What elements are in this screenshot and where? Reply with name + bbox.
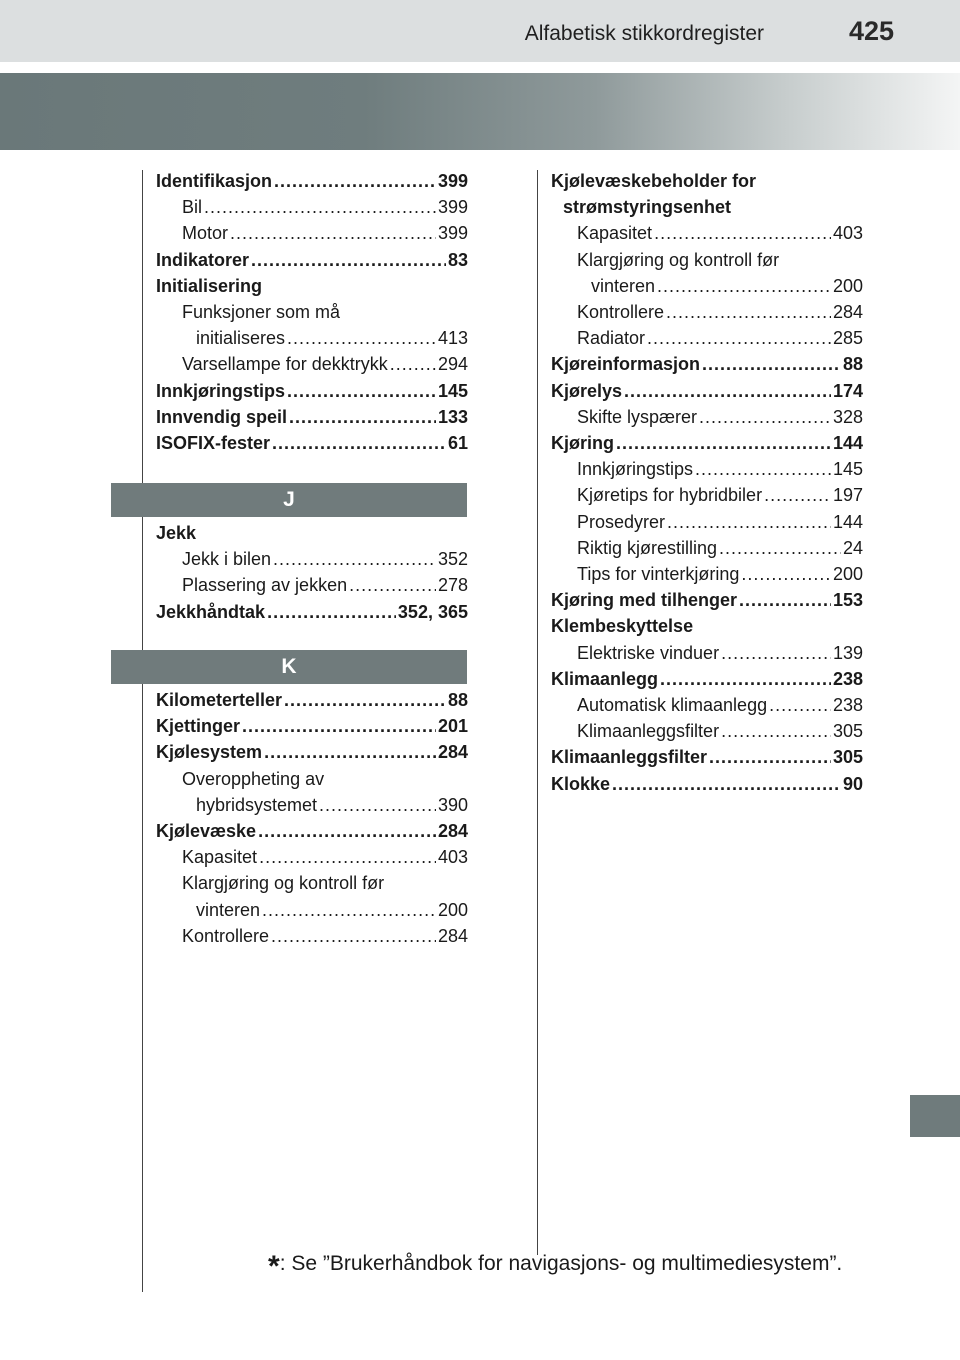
index-column-left-j [156, 520, 468, 625]
entry-page: 294 [437, 354, 468, 375]
dot-leader [699, 404, 831, 430]
dot-leader [267, 599, 396, 625]
index-entry [551, 378, 863, 404]
index-entry [551, 640, 863, 666]
dot-leader [204, 194, 436, 220]
dot-leader [654, 220, 831, 246]
dot-leader [612, 771, 841, 797]
entry-page: 145 [437, 380, 468, 401]
dot-leader [258, 818, 436, 844]
index-entry [156, 739, 468, 765]
entry-term: Kapasitet [182, 847, 258, 868]
index-entry [156, 247, 468, 273]
entry-page: 83 [447, 249, 468, 270]
dot-leader [624, 378, 831, 404]
index-entry [551, 273, 863, 299]
entry-page: 174 [832, 380, 863, 401]
entry-page: 200 [437, 899, 468, 920]
entry-page: 285 [832, 328, 863, 349]
header-bar [0, 0, 960, 62]
index-heading: Initialisering [156, 275, 263, 296]
dot-leader [242, 713, 436, 739]
index-column-left-k [156, 687, 468, 949]
index-entry [156, 220, 468, 246]
entry-term: Riktig kjørestilling [577, 537, 718, 558]
entry-page: 403 [832, 223, 863, 244]
entry-page: 403 [437, 847, 468, 868]
entry-page: 284 [437, 821, 468, 842]
column-divider [537, 170, 538, 1255]
index-heading: Jekk [156, 523, 197, 543]
entry-page: 197 [832, 485, 863, 506]
entry-page: 238 [832, 695, 863, 716]
entry-page: 200 [832, 275, 863, 296]
entry-page: 305 [832, 721, 863, 742]
dot-leader [764, 482, 831, 508]
index-entry [551, 666, 863, 692]
index-entry [551, 404, 863, 430]
index-entry [551, 430, 863, 456]
entry-term: Kjøring med tilhenger [551, 590, 738, 611]
entry-term: initialiseres [196, 328, 286, 349]
dot-leader [271, 923, 436, 949]
entry-term: Kjøreinformasjon [551, 354, 701, 375]
letter-heading-j: J [111, 483, 467, 517]
entry-page: 201 [437, 716, 468, 737]
dot-leader [262, 897, 436, 923]
entry-page: 88 [447, 690, 468, 710]
index-entry [551, 692, 863, 718]
index-column-right [551, 168, 863, 797]
letter-heading-k: K [111, 650, 467, 684]
index-heading: Overoppheting av [182, 768, 325, 789]
page-number: 425 [848, 16, 894, 46]
index-entry [156, 844, 468, 870]
entry-term: Innkjøringstips [156, 380, 286, 401]
dot-leader [741, 561, 831, 587]
entry-term: Automatisk klimaanlegg [577, 695, 768, 716]
entry-term: Bil [182, 197, 203, 218]
dot-leader [709, 744, 831, 770]
index-entry [156, 351, 468, 377]
index-entry [156, 897, 468, 923]
index-column-left-i [156, 168, 468, 456]
dot-leader [695, 456, 831, 482]
dot-leader [667, 509, 831, 535]
index-entry [156, 325, 468, 351]
index-entry [551, 718, 863, 744]
entry-page: 238 [832, 668, 863, 689]
entry-term: Kontrollere [182, 925, 270, 946]
entry-term: Plassering av jekken [182, 575, 348, 596]
dot-leader [259, 844, 436, 870]
dot-leader [287, 378, 436, 404]
entry-page: 352, 365 [397, 601, 468, 622]
index-entry [156, 546, 468, 572]
index-heading: Funksjoner som må [182, 302, 341, 323]
entry-term: Indikatorer [156, 249, 250, 270]
entry-page: 390 [437, 794, 468, 815]
entry-page: 153 [832, 590, 863, 611]
dot-leader [272, 430, 446, 456]
index-entry [156, 792, 468, 818]
entry-term: Motor [182, 223, 229, 244]
index-entry [551, 456, 863, 482]
section-title: Alfabetisk stikkordregister [524, 22, 764, 45]
footnote-text: : Se ”Brukerhåndbok for navigasjons- og multimediesystem”. [279, 1252, 843, 1275]
index-entry [551, 771, 863, 797]
entry-term: Radiator [577, 328, 646, 349]
entry-page: 24 [842, 537, 863, 558]
entry-page: 328 [832, 406, 863, 427]
index-heading: Kjølevæskebeholder for [551, 171, 757, 191]
entry-term: Innvendig speil [156, 406, 288, 427]
dot-leader [769, 692, 831, 718]
entry-page: 399 [437, 223, 468, 244]
dot-leader [721, 718, 831, 744]
entry-page: 399 [437, 197, 468, 218]
dot-leader [390, 351, 436, 377]
entry-page: 278 [437, 575, 468, 596]
entry-page: 413 [437, 328, 468, 349]
dot-leader [657, 273, 831, 299]
dot-leader [274, 168, 436, 194]
entry-page: 88 [842, 354, 863, 375]
dot-leader [660, 666, 831, 692]
index-entry [551, 351, 863, 377]
index-entry [551, 535, 863, 561]
dot-leader [284, 687, 446, 713]
entry-term: Kjøring [551, 433, 614, 454]
entry-term: Kjølevæske [156, 821, 257, 842]
index-entry [156, 687, 468, 713]
index-entry [551, 482, 863, 508]
left-rule [142, 170, 143, 1292]
entry-term: vinteren [591, 275, 656, 296]
entry-page: 284 [437, 742, 468, 763]
index-entry [156, 194, 468, 220]
entry-term: Klimaanlegg [551, 668, 659, 689]
entry-page: 399 [437, 171, 468, 191]
entry-term: Kapasitet [577, 223, 653, 244]
dot-leader [616, 430, 831, 456]
entry-term: Kjettinger [156, 716, 241, 737]
dot-leader [666, 299, 831, 325]
dot-leader [264, 739, 436, 765]
entry-term: Tips for vinterkjøring [577, 564, 740, 585]
chapter-tab [910, 1095, 960, 1137]
index-entry [156, 572, 468, 598]
dot-leader [647, 325, 831, 351]
entry-page: 90 [842, 773, 863, 794]
entry-page: 352 [437, 549, 468, 570]
dot-leader [289, 404, 436, 430]
index-entry [156, 713, 468, 739]
dot-leader [230, 220, 436, 246]
index-entry [551, 744, 863, 770]
dot-leader [273, 546, 436, 572]
entry-page: 284 [832, 302, 863, 323]
entry-term: Innkjøringstips [577, 459, 694, 480]
entry-page: 305 [832, 747, 863, 768]
index-entry [156, 404, 468, 430]
entry-page: 145 [832, 459, 863, 480]
entry-term: Jekkhåndtak [156, 601, 266, 622]
entry-term: Varsellampe for dekktrykk [182, 354, 388, 375]
entry-page: 144 [832, 511, 863, 532]
entry-page: 61 [447, 433, 468, 454]
index-entry [156, 168, 468, 194]
entry-term: Klimaanleggsfilter [551, 747, 708, 768]
entry-term: Kilometerteller [156, 690, 283, 710]
entry-page: 200 [832, 564, 863, 585]
entry-term: hybridsystemet [196, 794, 318, 815]
dot-leader [349, 572, 436, 598]
index-heading: Klargjøring og kontroll før [182, 873, 385, 894]
entry-page: 133 [437, 406, 468, 427]
dot-leader [287, 325, 436, 351]
index-entry [551, 299, 863, 325]
dot-leader [319, 792, 436, 818]
footnote [268, 1250, 868, 1284]
entry-term: Kjørelys [551, 380, 623, 401]
index-entry [551, 587, 863, 613]
index-entry [156, 599, 468, 625]
index-heading: strømstyringsenhet [563, 197, 732, 218]
entry-term: Kontrollere [577, 302, 665, 323]
entry-page: 139 [832, 642, 863, 663]
entry-term: Skifte lyspærer [577, 406, 698, 427]
index-heading: Klembeskyttelse [551, 616, 694, 637]
entry-term: Klimaanleggsfilter [577, 721, 720, 742]
index-entry [551, 220, 863, 246]
index-heading: Klargjøring og kontroll før [577, 249, 780, 270]
entry-term: vinteren [196, 899, 261, 920]
dot-leader [251, 247, 446, 273]
index-entry [156, 818, 468, 844]
dot-leader [702, 351, 841, 377]
entry-page: 144 [832, 433, 863, 454]
index-entry [156, 923, 468, 949]
entry-term: ISOFIX-fester [156, 433, 271, 454]
entry-term: Elektriske vinduer [577, 642, 720, 663]
header-banner [0, 73, 960, 150]
entry-term: Kjøretips for hybridbiler [577, 485, 763, 506]
dot-leader [719, 535, 841, 561]
entry-term: Klokke [551, 773, 611, 794]
entry-term: Kjølesystem [156, 742, 263, 763]
index-entry [156, 430, 468, 456]
footnote-star: * [268, 1250, 280, 1283]
dot-leader [739, 587, 831, 613]
entry-term: Identifikasjon [156, 171, 273, 191]
entry-page: 284 [437, 925, 468, 946]
index-entry [156, 378, 468, 404]
entry-term: Prosedyrer [577, 511, 666, 532]
index-entry [551, 325, 863, 351]
dot-leader [721, 640, 831, 666]
index-entry [551, 561, 863, 587]
index-entry [551, 509, 863, 535]
entry-term: Jekk i bilen [182, 549, 272, 570]
